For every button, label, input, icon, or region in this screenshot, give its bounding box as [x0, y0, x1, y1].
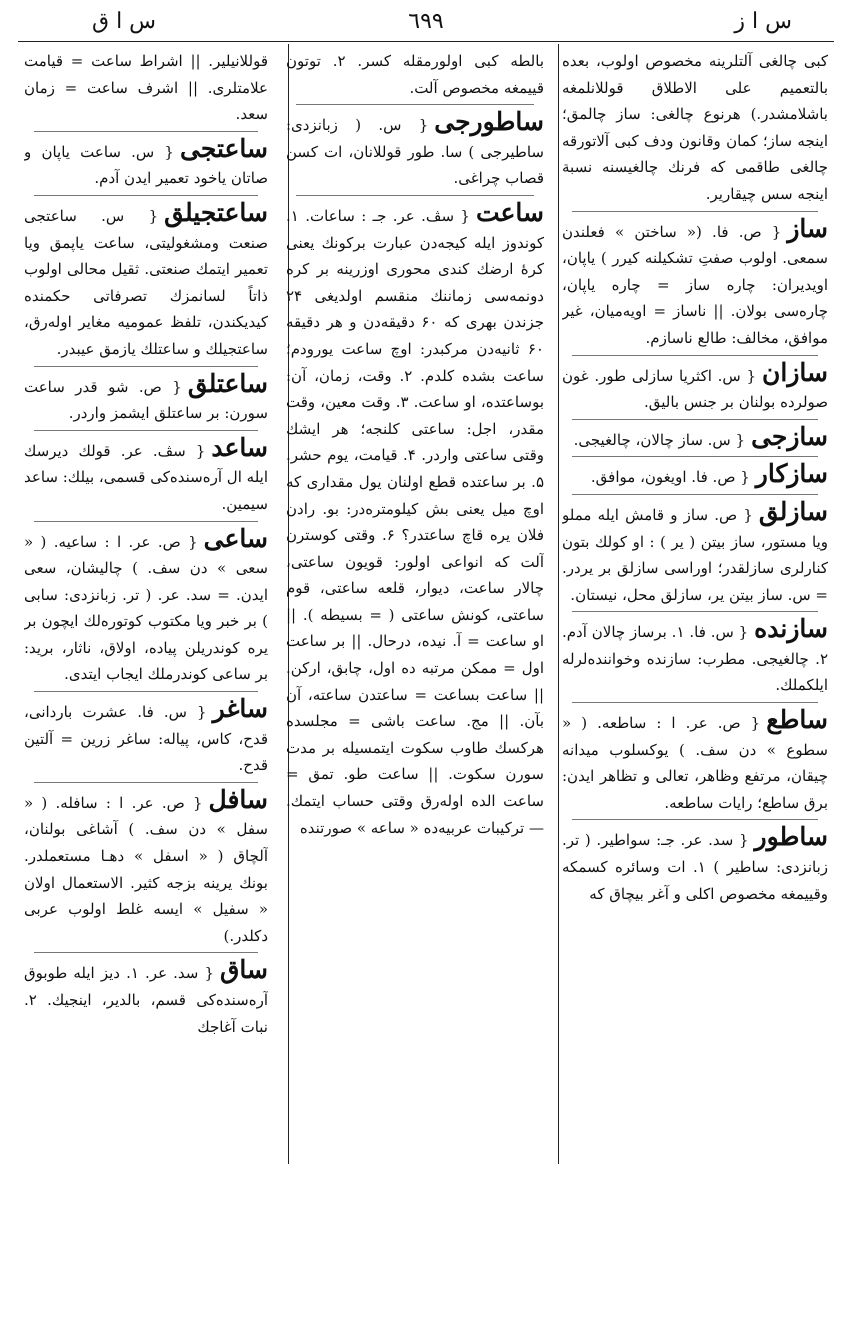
column-divider — [558, 44, 559, 1164]
entry-definition: { ص. عر. ا : سافله. ( « سفل » دن سف. ) آشاغی بولنان، آلچاق ( « اسفل » دهـا مستعملدر. بونك یرینه بزجه كثیر. الاستعمال اولان « سفیل » ایسه غلط اولوب عربی دكلدر.) — [24, 793, 268, 945]
column-right — [562, 48, 828, 1221]
entry-definition: { س. ( زبانزدی: ساطیرجی ) سا. طور قوللانان، ات كسن قصاب چراغی. — [286, 116, 544, 188]
dictionary-entry — [24, 434, 268, 518]
entry-headword: سافل — [208, 784, 268, 814]
entry-headword: سازان — [762, 357, 828, 387]
entry-headword: سازكار — [755, 459, 828, 489]
entry-definition: { س. ساز چالان، چالغیجی. — [573, 430, 746, 449]
entry-definition: { س. ساعت یاپان و صاتان یاخود تعمیر ایدن آدم. — [24, 142, 268, 188]
entry-separator — [34, 131, 258, 132]
entry-headword: ساطور — [754, 822, 828, 852]
entry-headword: سازنده — [754, 614, 828, 644]
entry-separator — [572, 419, 818, 420]
entry-headword: ساعتلق — [187, 368, 268, 398]
entry-separator — [572, 819, 818, 820]
entry-separator — [34, 430, 258, 431]
entry-definition: { ص. عر. ا : ساعیه. ( « سعی » دن سف. ) چالیشان، سعی ایدن. = سد. عر. ( تر. زبانزدی: سابی ) بر خبر ویا مكتوب كوتورەلك ایچون بر یره كوندریلن پیاده، اولاق، ناثار، برید: بر ساعی كوندرملك ایجاب ایتدی. — [24, 532, 268, 684]
entry-definition: { سڤ. عر. قولك دیرسك ایله ال آره‌سنده‌كی قسمی، بیلك: ساعد سیمین. — [24, 441, 268, 513]
dictionary-entry — [24, 525, 268, 689]
dictionary-entry — [562, 48, 828, 208]
header-left-label: س ا ق — [92, 9, 157, 34]
entry-separator — [572, 355, 818, 356]
entry-definition: { ص. فا. اویغون، موافق. — [590, 468, 750, 487]
dictionary-entry — [286, 48, 544, 101]
dictionary-columns — [18, 44, 834, 1221]
entry-separator — [296, 104, 534, 105]
dictionary-entry — [562, 615, 828, 699]
dictionary-entry — [24, 956, 268, 1040]
dictionary-entry — [24, 370, 268, 427]
entry-definition: { سد. عر. جـ: سواطیر. ( تر. زبانزدی: ساطیر ) ۱. ات وسائره كسمكه وقییمغه مخصوص اكلی و آغر بیچاق كه — [562, 831, 828, 903]
entry-separator — [34, 195, 258, 196]
entry-headword: ساطورجی — [434, 107, 544, 137]
entry-separator — [296, 195, 534, 196]
entry-separator — [572, 211, 818, 212]
entry-definition: { ص. فا. (« ساختن » فعلندن سمعی. اولوب صفتِ تشكیلنه كیرر ) یاپان، اویدیران: چاره ساز = چاره یاپان، چاره‌سی بولان. || ناساز = اویه‌میان، غیر موافق، مخالف: طالع ناسازم. — [562, 222, 828, 347]
entry-definition: { سڤ. عر. جـ : ساعات. ۱. كوندوز ایله كیجەدن عبارت بركونك یعنی كرهٔ ارضك كندی محوری اوزرینه بر كره دونمەسی زماننك منقسم اولدیغی ۲۴ جزندن بهری كه ۶۰ دقیقه‌دن و هر دقیقه ۶۰ ثانیه‌دن مركبدر: اوچ ساعت یورودم؛ ساعت بشده كلدم. ۲. وقت، زمان، آن: بوساعتده، او ساعت. ۳. وقت معین، وقت مقدر، اجل: ساعتی كلنجه؛ هر ایشك وقتی ساعتی واردر. ۴. قیامت، یوم حشر. ۵. بر ساعتده قطع اولنان یول مقداری كه اوچ میل یعنی بش كیلومتره‌در: بو. رادن فلان یره قاچ ساعتدر؟ ۶. وقتی كوسترن آلت كه انواعی اولور: قویون ساعتی، چالار ساعت، دیوار، قلعه ساعتی، قوم ساعتی، كونش ساعتی ( = بسیطه ). || او ساعت = آ. نیده، درحال. || بر ساعت اول = ممكن مرتبه ده اول، چابق، اركن. || ساعت بساعت = ساعتدن ساعته، آن بآن. || مج. ساعت باشی = مجلسده هركسك طاوب سكوت ایتمسیله بر مدت سورن سكوت. || ساعت طو. تمق = ساعت الده اولەرق وقتی حساب ایتمك. — تركیبات عربیه‌ده « ساعه » صورتنده — [286, 206, 544, 837]
entry-definition: { س. فا. عشرت باردانی، قدح، كاس، پیاله: ساغر زرین = آلتین قدح. — [24, 703, 268, 775]
entry-definition: { ص. ساز و قامش ایله مملو ویا مستور، ساز بیتن ( یر ) : او كولك بتون كنارلری سازلقدر؛ اوراسی سازلق بر یردر. = س. ساز بیتن یر، سازلق محل، نیستان. — [562, 505, 828, 604]
entry-headword: ساعتجی — [179, 133, 268, 163]
entry-headword: ساعد — [211, 432, 268, 462]
header-rule — [18, 41, 834, 42]
dictionary-entry — [286, 199, 544, 841]
entry-definition: كبی چالغی آلتلرینه مخصوص اولوب، بعده بالتعمیم علی الاطلاق قوللانلمغه باشلامشدر.) هرنوع چالغی: ساز چالمق؛ اینجه ساز؛ كمان وقانون ودف كبی آلاتورقه چالغی طاقمی كه فرنك چالغیسنه نسبة اینجه سس چیقاریر. — [562, 52, 828, 203]
entry-separator — [34, 691, 258, 692]
page-header — [22, 4, 830, 40]
dictionary-entry — [24, 786, 268, 950]
entry-separator — [34, 366, 258, 367]
entry-headword: ساعی — [203, 523, 268, 553]
entry-definition: { س. ساعتجی صنعت ومشغولیتی، ساعت یاپمق ویا تعمیر ایتمك صنعتی. ثقیل محالی اولوب ذاتاً لسانمزك تصرفاتی حكمنده كیدیكندن، تلفظ عمومیه مغایر اولەرق، ساعتجیلك و ساعتلك یازمق عیبدر. — [24, 206, 268, 358]
entry-separator — [572, 456, 818, 457]
entry-separator — [34, 952, 258, 953]
entry-definition: { ص. عر. ا : ساطعه. ( « سطوع » دن سف. ) یوكسلوب میدانه چیقان، مرتفع وظاهر، تعالی و تظاهر ایدن: برق ساطع؛ رایات ساطعه. — [562, 714, 828, 812]
dictionary-entry — [24, 695, 268, 779]
dictionary-entry — [562, 215, 828, 352]
column-middle — [286, 48, 544, 1221]
entry-headword: سازلق — [758, 496, 828, 526]
entry-headword: ساز — [787, 213, 828, 243]
entry-definition: قوللانیلیر. || اشراط ساعت = قیامت علامتلری. || اشرف ساعت = زمان سعد. — [24, 52, 268, 124]
dictionary-entry — [24, 135, 268, 192]
page-number: ٦٩٩ — [408, 9, 444, 34]
dictionary-entry — [24, 199, 268, 363]
entry-headword: ساطع — [766, 705, 828, 735]
entry-separator — [572, 702, 818, 703]
entry-headword: ساغر — [212, 694, 268, 724]
column-left — [24, 48, 268, 1221]
entry-headword: ساعتجیلق — [164, 197, 268, 227]
entry-definition: بالطه كبی اولورمقله كسر. ۲. توتون قییمغه مخصوص آلت. — [286, 52, 544, 97]
header-right-label: س ا ز — [734, 9, 792, 34]
entry-definition: { س. فا. ۱. برساز چالان آدم. ۲. چالغیجی. مطرب: سازنده وخوانندەلرله ایلكملك. — [562, 623, 828, 695]
entry-separator — [34, 521, 258, 522]
entry-headword: سازجی — [751, 421, 828, 451]
dictionary-entry — [286, 108, 544, 192]
dictionary-entry — [562, 498, 828, 608]
dictionary-entry — [24, 48, 268, 128]
dictionary-entry — [562, 706, 828, 816]
entry-headword: ساق — [220, 955, 268, 985]
entry-headword: ساعت — [475, 197, 544, 227]
dictionary-entry — [562, 823, 828, 907]
entry-separator — [572, 611, 818, 612]
dictionary-entry — [562, 359, 828, 416]
entry-separator — [34, 782, 258, 783]
entry-definition: { ص. شو قدر ساعت سورن: بر ساعتلق ایشمز واردر. — [24, 377, 268, 423]
dictionary-entry — [562, 460, 828, 491]
entry-definition: { سد. عر. ۱. دیز ایله طوبوق آره‌سنده‌كی قسم، بالدیر، اینجیك. ۲. نبات آغاجك — [24, 964, 268, 1036]
entry-definition: { س. اكثریا سازلی طور. غون صولرده بولنان بر جنس بالیق. — [562, 366, 828, 412]
entry-separator — [572, 494, 818, 495]
dictionary-entry — [562, 423, 828, 454]
